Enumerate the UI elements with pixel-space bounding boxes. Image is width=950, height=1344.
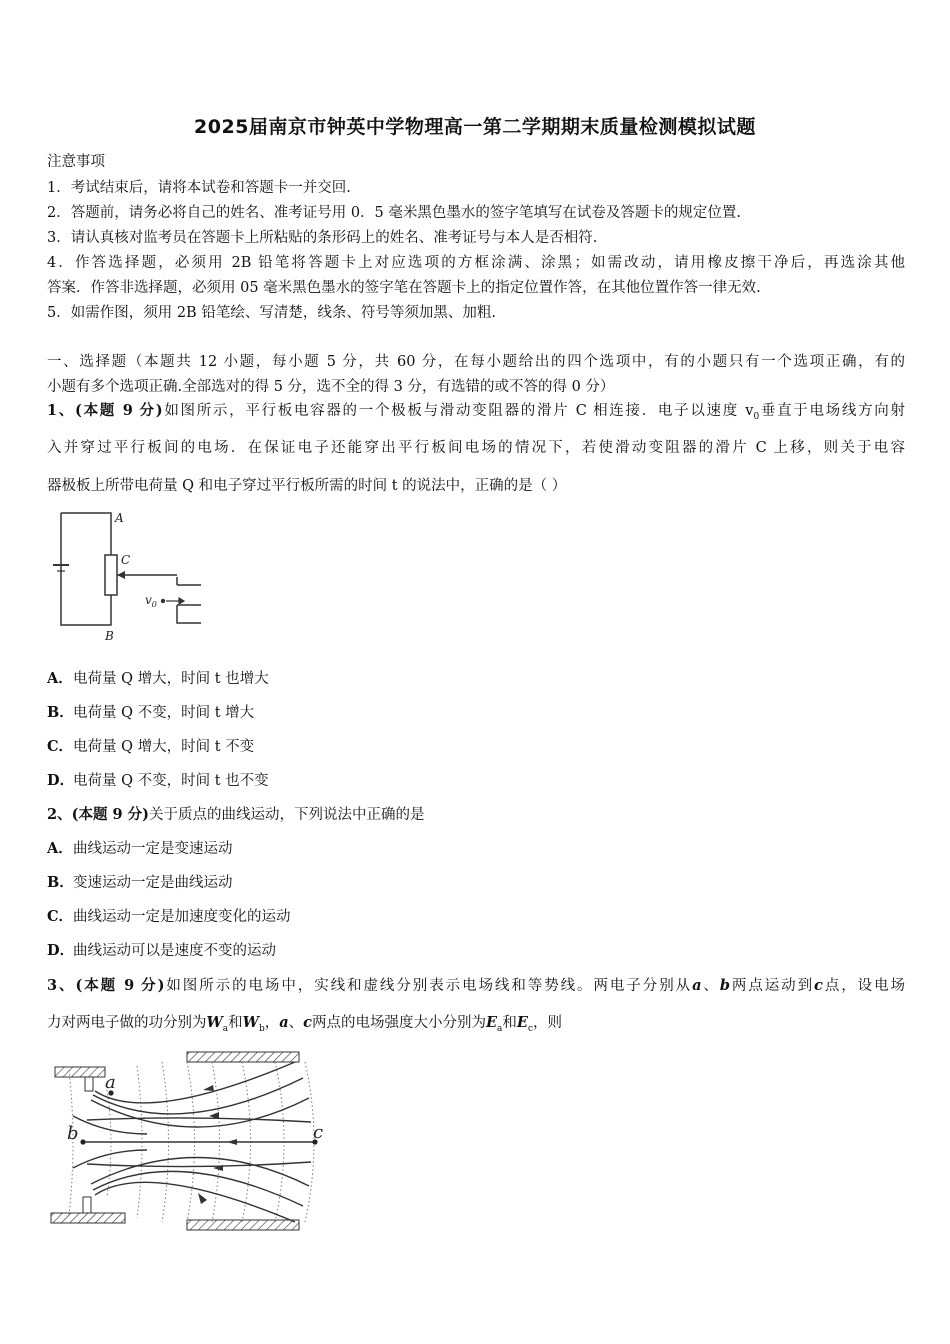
q2-stem: 2、(本题 9 分)关于质点的曲线运动，下列说法中正确的是 <box>47 806 425 823</box>
q2-option: A．曲线运动一定是变速运动 <box>47 840 233 857</box>
q3-stem-line2: 力对两电子做的功分别为$W_a$和$W_b$，a、c两点的电场强度大小分别为$E_a$和$E_c$，则 <box>47 1014 563 1034</box>
notice-item: 1．考试结束后，请将本试卷和答题卡一并交回. <box>47 180 351 196</box>
q3-field-figure <box>47 1050 337 1235</box>
notice-item: 3．请认真核对监考员在答题卡上所粘贴的条形码上的姓名、准考证号与本人是否相符. <box>47 230 598 246</box>
q1-circuit-figure <box>47 505 207 645</box>
notice-heading: 注意事项 <box>47 154 105 170</box>
q1-stem-line3: 器极板上所带电荷量 Q 和电子穿过平行板所需的时间 t 的说法中，正确的是（ ） <box>47 478 567 494</box>
notice-item: 2．答题前，请务必将自己的姓名、准考证号用 0．5 毫米黑色墨水的签字笔填写在试卷及答题卡的规定位置. <box>47 205 741 221</box>
q1-figure-label-b: B <box>105 629 114 643</box>
notice-item: 5．如需作图，须用 2B 铅笔绘、写清楚，线条、符号等须加黑、加粗. <box>47 305 496 321</box>
notice-item: 4．作答选择题，必须用 2B 铅笔将答题卡上对应选项的方框涂满、涂黑；如需改动，请用橡皮擦干净后，再选涂其他 <box>47 255 905 271</box>
q1-option: C．电荷量 Q 增大，时间 t 不变 <box>47 738 255 755</box>
section-heading: 一、选择题（本题共 12 小题，每小题 5 分，共 60 分，在每小题给出的四个选项中，有的小题只有一个选项正确，有的 <box>47 354 905 370</box>
q1-figure-label-v: $v_0$ <box>145 593 157 609</box>
page-title: 2025届南京市钟英中学物理高一第二学期期末质量检测模拟试题 <box>194 116 756 138</box>
q2-option: C．曲线运动一定是加速度变化的运动 <box>47 908 291 925</box>
q2-option: B．变速运动一定是曲线运动 <box>47 874 233 891</box>
q3-figure-label-b: b <box>67 1123 79 1144</box>
q1-option: B．电荷量 Q 不变，时间 t 增大 <box>47 704 255 721</box>
q1-option: A．电荷量 Q 增大，时间 t 也增大 <box>47 670 269 687</box>
q1-stem-line1: 1、(本题 9 分)如图所示，平行板电容器的一个极板与滑动变阻器的滑片 C 相连接．电子以速度 $v_0$垂直于电场线方向射 <box>47 402 905 422</box>
q1-option: D．电荷量 Q 不变，时间 t 也不变 <box>47 772 269 789</box>
q1-figure-label-c: C <box>121 553 131 567</box>
q3-stem-line1: 3、(本题 9 分)如图所示的电场中，实线和虚线分别表示电场线和等势线。两电子分别从a、b两点运动到c点，设电场 <box>47 977 906 994</box>
notice-item: 答案．作答非选择题，必须用 05 毫米黑色墨水的签字笔在答题卡上的指定位置作答，在其他位置作答一律无效. <box>47 280 761 296</box>
section-heading-cont: 小题有多个选项正确.全部选对的得 5 分，选不全的得 3 分，有选错的或不答的得 0 分） <box>47 379 615 395</box>
q3-figure-label-a: a <box>105 1072 116 1093</box>
q1-stem-line2: 入并穿过平行板间的电场．在保证电子还能穿出平行板间电场的情况下，若使滑动变阻器的滑片 C 上移，则关于电容 <box>47 440 905 456</box>
q2-option: D．曲线运动可以是速度不变的运动 <box>47 942 276 959</box>
q1-figure-label-a: A <box>115 511 124 525</box>
q3-figure-label-c: c <box>313 1122 324 1143</box>
